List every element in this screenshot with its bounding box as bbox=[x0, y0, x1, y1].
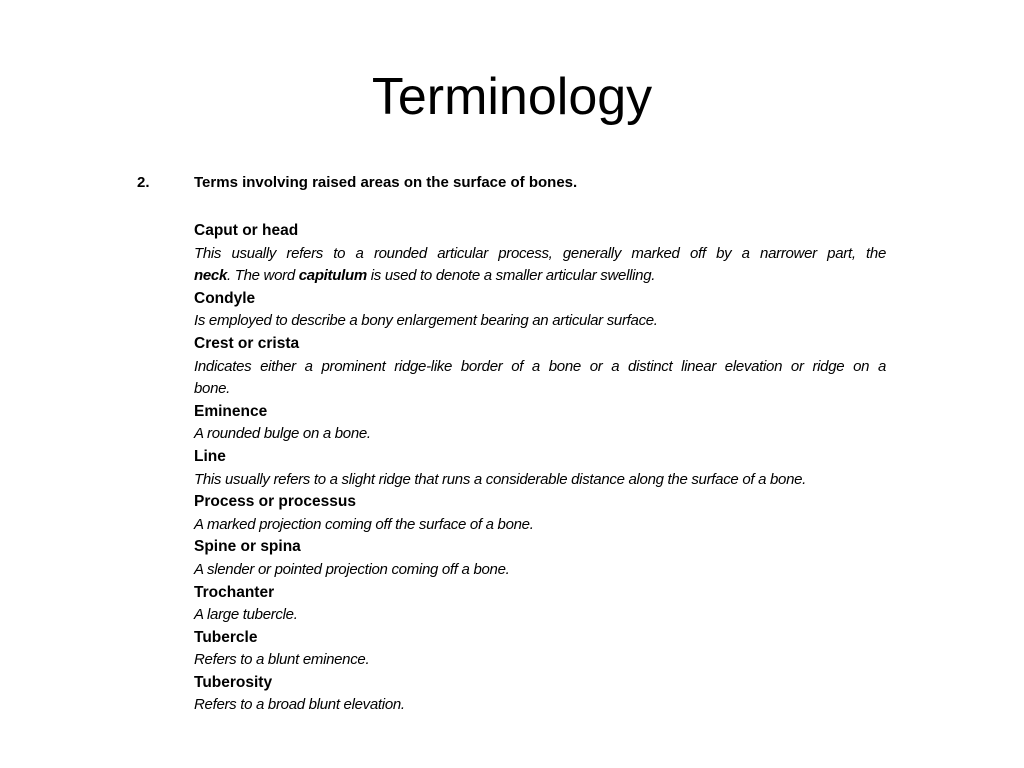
term-description: bone. bbox=[194, 380, 231, 398]
slide-title: Terminology bbox=[371, 68, 653, 126]
bold-neck: neck bbox=[194, 267, 227, 285]
term-title: Process or processus bbox=[194, 493, 356, 511]
term-caput: Caput or head bbox=[194, 222, 299, 239]
term-description: Refers to a broad blunt elevation. bbox=[194, 696, 405, 714]
term-title: Crest or crista bbox=[194, 334, 300, 352]
term-title: Condyle bbox=[194, 289, 256, 307]
term-title: Tubercle bbox=[194, 628, 258, 646]
term-title: Spine or spina bbox=[194, 538, 301, 556]
bold-capitulum: capitulum bbox=[298, 267, 367, 285]
text-segment: . The word bbox=[227, 267, 299, 285]
term-description: Refers to a blunt eminence. bbox=[194, 651, 370, 669]
section-number: 2. bbox=[137, 174, 150, 191]
term-title: Eminence bbox=[194, 402, 268, 420]
term-description: Is employed to describe a bony enlargement bearing an articular surface. bbox=[194, 312, 658, 330]
text-segment: is used to denote a smaller articular swelling. bbox=[366, 267, 656, 285]
term-description: A slender or pointed projection coming off a bone. bbox=[194, 560, 510, 578]
term-title: Trochanter bbox=[194, 583, 275, 601]
term-description: A large tubercle. bbox=[194, 606, 298, 624]
term-caput-desc-line1: This usually refers to a rounded articular process, generally marked off by a narrower part, the bbox=[194, 244, 886, 262]
term-title: Line bbox=[194, 447, 226, 465]
terms-list bbox=[194, 220, 886, 717]
term-description: Indicates either a prominent ridge-like border of a bone or a distinct linear elevation or ridge on a bbox=[194, 357, 886, 375]
term-description: A marked projection coming off the surface of a bone. bbox=[194, 515, 534, 533]
term-caput-desc-line2 bbox=[194, 265, 886, 288]
term-description: This usually refers to a slight ridge that runs a considerable distance along the surface of a bone. bbox=[194, 470, 807, 488]
term-title: Tuberosity bbox=[194, 673, 273, 691]
section-heading: Terms involving raised areas on the surface of bones. bbox=[194, 174, 578, 191]
term-description: A rounded bulge on a bone. bbox=[194, 425, 371, 443]
